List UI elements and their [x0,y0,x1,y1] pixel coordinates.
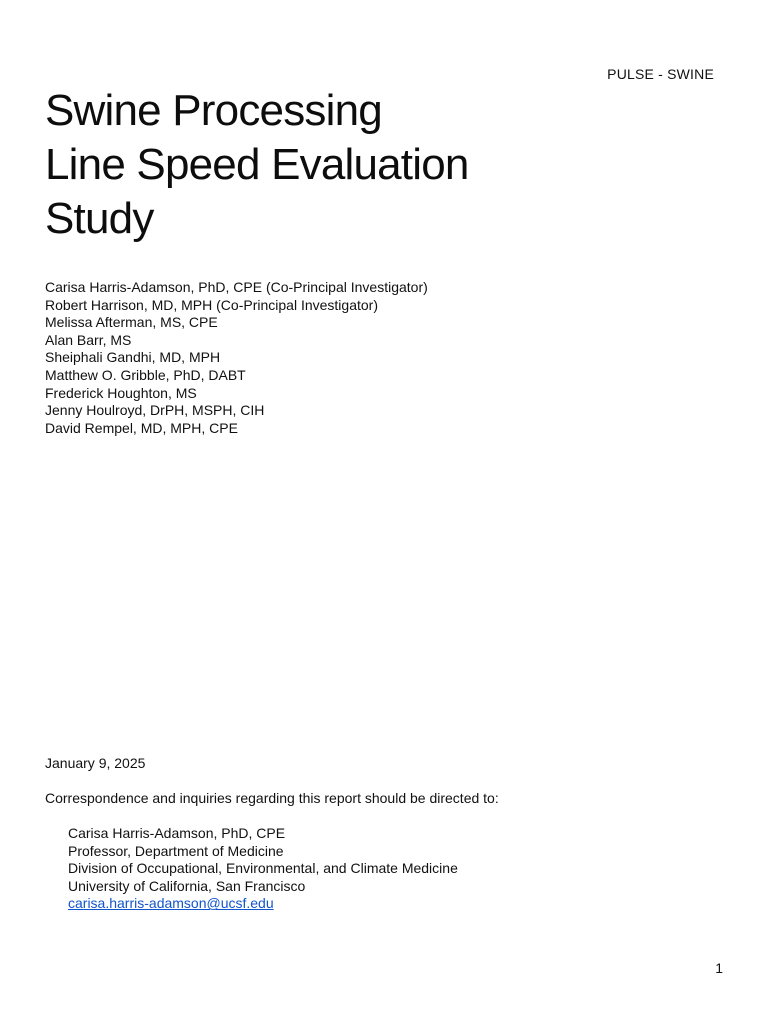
report-title-line-2: Line Speed Evaluation [45,140,469,189]
author-item: Melissa Afterman, MS, CPE [45,314,218,331]
author-item: David Rempel, MD, MPH, CPE [45,419,238,436]
contact-name: Carisa Harris-Adamson, PhD, CPE [68,825,286,841]
author-item: Carisa Harris-Adamson, PhD, CPE (Co-Principal Investigator) [45,279,428,295]
contact-division: Division of Occupational, Environmental, and Climate Medicine [68,860,458,877]
author-item: Frederick Houghton, MS [45,384,197,401]
author-item: Matthew O. Gribble, PhD, DABT [45,366,246,383]
page-header-label: PULSE - SWINE [607,66,714,82]
author-item: Sheiphali Gandhi, MD, MPH [45,349,221,366]
report-title-line-3: Study [45,194,154,243]
contact-block [68,825,458,913]
page-number: 1 [715,960,723,976]
report-date: January 9, 2025 [45,755,146,771]
author-item: Jenny Houlroyd, DrPH, MSPH, CIH [45,402,265,419]
contact-email-link[interactable]: carisa.harris-adamson@ucsf.edu [68,895,274,912]
author-item: Alan Barr, MS [45,331,132,348]
contact-title: Professor, Department of Medicine [68,842,284,859]
author-item: Robert Harrison, MD, MPH (Co-Principal Investigator) [45,296,378,313]
correspondence-intro: Correspondence and inquiries regarding this report should be directed to: [45,790,499,806]
report-title-line-1: Swine Processing [45,86,382,135]
contact-university: University of California, San Francisco [68,877,306,894]
author-list [45,279,428,437]
report-title [45,84,469,246]
